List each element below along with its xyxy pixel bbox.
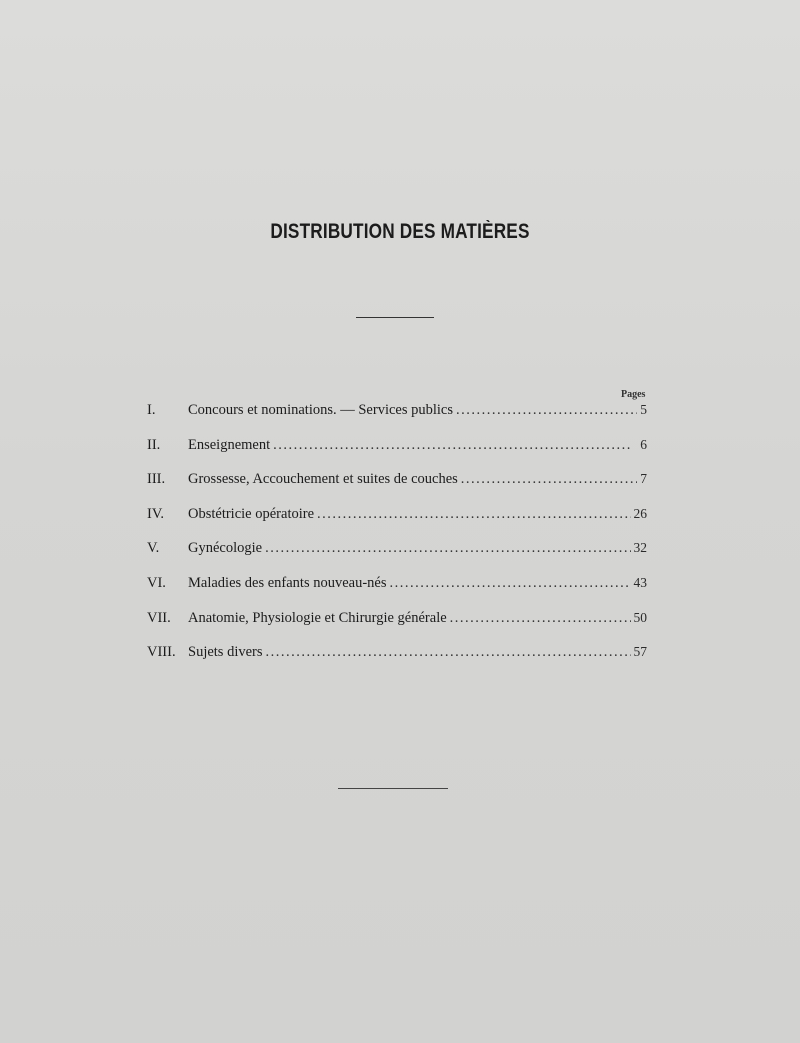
toc-entry (147, 402, 647, 437)
toc-entry-label: Anatomie, Physiologie et Chirurgie générale (188, 609, 447, 626)
toc-entry (147, 506, 647, 541)
toc-leader-dots (450, 610, 631, 627)
toc-entry-label: Obstétricie opératoire (188, 505, 315, 522)
toc-entry-page: 50 (633, 609, 647, 625)
toc-entry-page: 57 (633, 644, 647, 660)
toc-entry (147, 540, 647, 575)
toc-entry-page: 32 (633, 540, 647, 556)
page-title: DISTRIBUTION DES MATIÈRES (270, 220, 530, 243)
toc-entry-label: Sujets divers (188, 644, 263, 661)
toc-leader-dots (266, 644, 631, 661)
toc-entry-number: II. (147, 436, 161, 453)
toc-leader-dots (456, 402, 637, 419)
toc-entry-page: 6 (640, 436, 647, 452)
toc-entry-number: V. (147, 540, 160, 557)
toc-entry-number: VII. (147, 609, 171, 626)
toc-entry-page: 5 (640, 402, 647, 417)
toc-entry-label: Grossesse, Accouchement et suites de couches (188, 471, 458, 488)
toc-leader-dots (317, 506, 630, 523)
toc-entry-page: 7 (640, 471, 647, 487)
toc-entry-number: VIII. (147, 644, 176, 661)
toc-entry (147, 575, 647, 610)
toc-entry (147, 610, 647, 645)
table-of-contents (147, 402, 647, 679)
pages-column-header: Pages (621, 389, 646, 400)
toc-entry-page: 43 (633, 574, 647, 590)
toc-entry (147, 644, 647, 679)
toc-leader-dots (265, 540, 630, 557)
toc-entry (147, 471, 647, 506)
toc-leader-dots (461, 471, 637, 488)
toc-entry (147, 437, 647, 472)
toc-entry-page: 26 (633, 505, 647, 521)
toc-entry-number: IV. (147, 505, 165, 522)
toc-entry-number: III. (147, 471, 166, 488)
toc-leader-dots (273, 437, 631, 454)
toc-leader-dots (390, 575, 631, 592)
toc-entry-number: I. (147, 402, 156, 418)
title-divider (356, 317, 434, 318)
toc-entry-label: Enseignement (188, 436, 271, 453)
closing-divider (338, 788, 448, 789)
toc-entry-number: VI. (147, 574, 166, 591)
toc-entry-label: Maladies des enfants nouveau-nés (188, 574, 387, 591)
toc-entry-label: Concours et nominations. — Services publics (188, 402, 453, 418)
toc-entry-label: Gynécologie (188, 540, 263, 557)
